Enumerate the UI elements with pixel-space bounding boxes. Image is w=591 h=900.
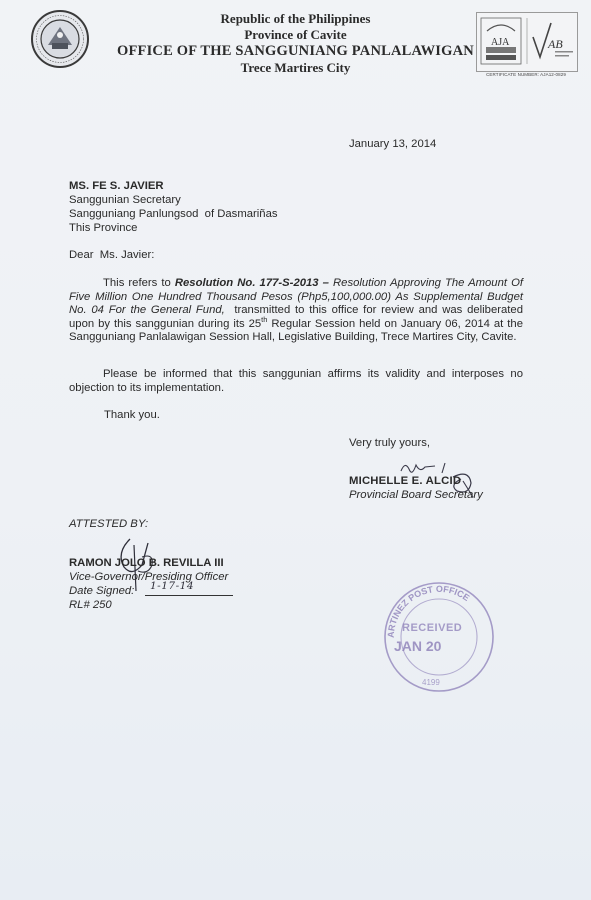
letterhead-province: Province of Cavite — [244, 27, 347, 42]
p1-middle: transmitted to this office for review and was deliberated upon by this sanggunian during its 25 — [69, 304, 527, 330]
stamp-arc-text: ARTINEZ POST OFFICE — [385, 583, 472, 639]
p1-superscript: th — [261, 315, 268, 325]
body-paragraph-2 — [69, 368, 523, 395]
resolution-title: Resolution Approving The Amount Of Five Million One Hundred Thousand Pesos (Php5,100,000.00) As Supplemental Budget No. 04 For the General Fund, — [69, 277, 523, 317]
letter-date: January 13, 2014 — [349, 138, 437, 150]
body-paragraph-1 — [69, 277, 527, 345]
reference-number: RL# 250 — [69, 599, 112, 611]
attesting-officer-name: RAMON JOLO B. REVILLA III — [69, 557, 224, 569]
cert-logo-aja: AJA — [491, 37, 510, 48]
recipient-location: This Province — [69, 222, 138, 234]
stamp-received: RECEIVED — [402, 622, 463, 634]
p2-text: Please be informed that this sanggunian affirms its validity and interposes no objection to its implementation. — [69, 368, 523, 394]
date-signed-line — [145, 595, 233, 596]
date-signed-label: Date Signed: — [69, 585, 135, 597]
stamp-date: JAN 20 — [394, 638, 442, 654]
p1-end: Regular Session held on January 06, 2014 at the Sangguniang Panlalawigan Session Hall, Legislative Building, Trece Martires City, Cavite. — [69, 317, 523, 344]
complimentary-close: Very truly yours, — [349, 437, 430, 449]
recipient-name: MS. FE S. JAVIER — [69, 180, 164, 192]
letterhead-republic: Republic of the Philippines — [220, 11, 371, 26]
recipient-title: Sanggunian Secretary — [69, 194, 181, 206]
certificate-number: CERTIFICATE NUMBER: AJA12-0829 — [486, 72, 566, 77]
signatory-title: Provincial Board Secretary — [349, 489, 483, 501]
received-stamp — [380, 578, 498, 696]
attested-label: ATTESTED BY: — [69, 518, 149, 530]
certification-logo — [476, 12, 578, 72]
cert-logo-ab: AB — [548, 37, 563, 51]
date-signed-handwritten: 1-17-14 — [150, 580, 194, 592]
p1-intro: This refers to — [103, 277, 175, 289]
signatory-name: MICHELLE E. ALCID — [349, 475, 462, 487]
attesting-officer-title: Vice-Governor/Presiding Officer — [69, 571, 229, 583]
thank-you: Thank you. — [104, 409, 160, 421]
salutation: Dear Ms. Javier: — [69, 249, 155, 261]
resolution-number: Resolution No. 177-S-2013 – — [174, 277, 329, 289]
recipient-office: Sangguniang Panlungsod of Dasmariñas — [69, 208, 278, 220]
letterhead-office: OFFICE OF THE SANGGUNIANG PANLALAWIGAN — [117, 43, 474, 59]
stamp-code: 4199 — [422, 678, 440, 687]
letterhead-city: Trece Martires City — [240, 60, 351, 75]
